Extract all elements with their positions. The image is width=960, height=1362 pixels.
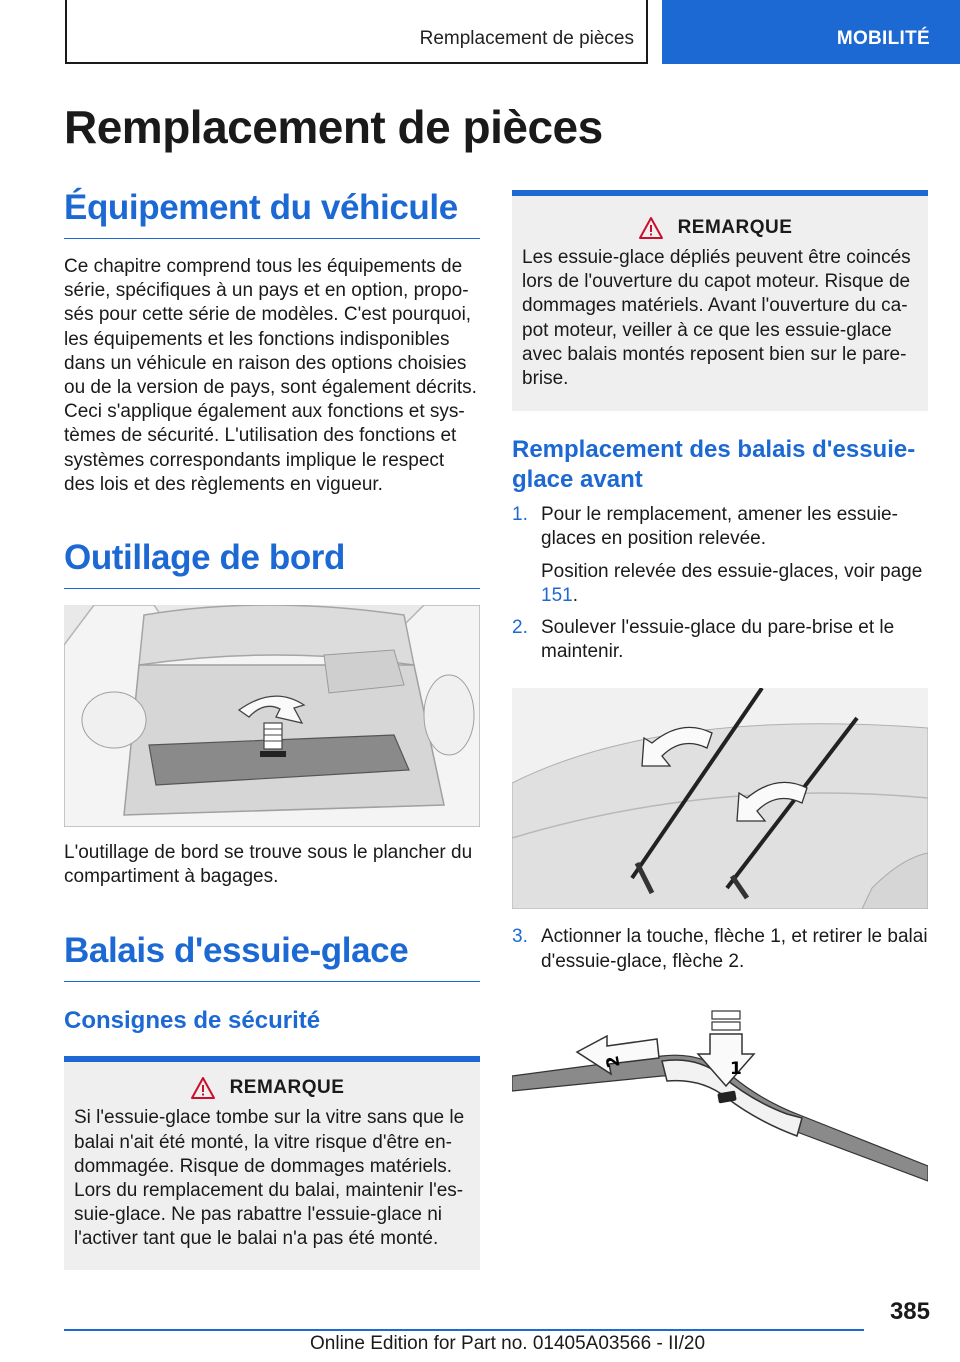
steps-list [512, 503, 928, 664]
note-head [64, 1076, 470, 1100]
equipement-text: Ce chapitre comprend tous les équipements de série, spécifiques à un pays et en option, propo-sés pour cette série de modèles. C'est pourquoi, les équipements et les fonctions indisponibles dans un véhicule en raison des options choisies ou de la version de pays, sont également décrits. Ceci s'applique également aux fonctions et sys-tèmes de sécurité. L'utilisation des fonctions et systèmes correspondants implique le respect des lois et des règlements en vigueur. [64, 256, 477, 495]
note-label: REMARQUE [229, 1077, 345, 1099]
step-text: Soulever l'essuie-glace du pare-brise et le maintenir. [541, 617, 895, 663]
step-3 [512, 925, 928, 973]
note-box [64, 1062, 480, 1269]
header-chapter-title: MOBILITÉ [836, 28, 930, 49]
outillage-caption: L'outillage de bord se trouve sous le plancher du compartiment à bagages. [64, 842, 473, 888]
note-text: Les essuie-glace dépliés peuvent être coincés lors de l'ouverture du capot moteur. Risque de dommages matériels. Avant l'ouverture du ca-pot moteur, veiller à ce que les essuie-glace avec balais montés reposent bien sur le pare-brise. [522, 247, 911, 390]
header-section-box [65, 0, 648, 64]
note-text: Si l'essuie-glace tombe sur la vitre sans que le balai n'ait été monté, la vitre risque d'être en-dommagée. Risque de dommages matériels. Lors du remplacement du balai, maintenir l'es-suie-glace. Ne pas rabattre l'essuie-glace ni l'activer tant que le balai n'a pas été monté. [74, 1107, 465, 1250]
footer-rule [64, 1329, 864, 1331]
step-text: Actionner la touche, flèche 1, et retirer le balai d'essuie-glace, flèche 2. [541, 926, 928, 972]
warning-icon [638, 216, 664, 240]
heading-remplacement-balais: Remplacement des balais d'essuie-glace avant [512, 436, 916, 494]
note-right [512, 190, 928, 411]
heading-balais: Balais d'essuie-glace [64, 931, 480, 982]
header-chapter-box [662, 0, 960, 64]
step-number: 1. [512, 504, 528, 526]
note-head [512, 216, 918, 240]
step-2 [512, 616, 928, 664]
heading-consignes: Consignes de sécurité [64, 1007, 321, 1035]
wiper-blade-drawing [512, 1006, 928, 1206]
page-link[interactable]: 151 [541, 584, 573, 606]
step-number: 3. [512, 926, 528, 948]
step-subtext: Position relevée des essuie-glaces, voir page 151. [541, 560, 923, 606]
header-section-title: Remplacement de pièces [419, 28, 634, 49]
page-number: 385 [889, 1298, 930, 1325]
page-title: Remplacement de pièces [64, 101, 603, 153]
note-label: REMARQUE [677, 217, 793, 238]
heading-equipement: Équipement du véhicule [64, 188, 480, 239]
wiper-windshield-illustration [512, 688, 928, 909]
heading-outillage: Outillage de bord [64, 538, 480, 589]
footer-edition: Online Edition for Part no. 01405A03566 - II/20 [310, 1333, 706, 1354]
arrow-2-label: 2 [602, 1053, 625, 1069]
trunk-drawing [64, 605, 480, 827]
left-column [64, 188, 480, 1270]
right-column [512, 190, 928, 1206]
step-number: 2. [512, 617, 528, 639]
warning-icon [190, 1076, 216, 1100]
note-box [512, 196, 928, 411]
step-1 [512, 503, 928, 608]
wiper-blade-illustration [512, 1006, 928, 1206]
note-left [64, 1056, 480, 1269]
windshield-drawing [512, 688, 928, 909]
steps-list-continued [512, 925, 928, 973]
step-text: Pour le remplacement, amener les essuie-glaces en position relevée. [541, 504, 898, 550]
trunk-illustration [64, 605, 480, 827]
arrow-1-label: 1 [730, 1058, 742, 1079]
